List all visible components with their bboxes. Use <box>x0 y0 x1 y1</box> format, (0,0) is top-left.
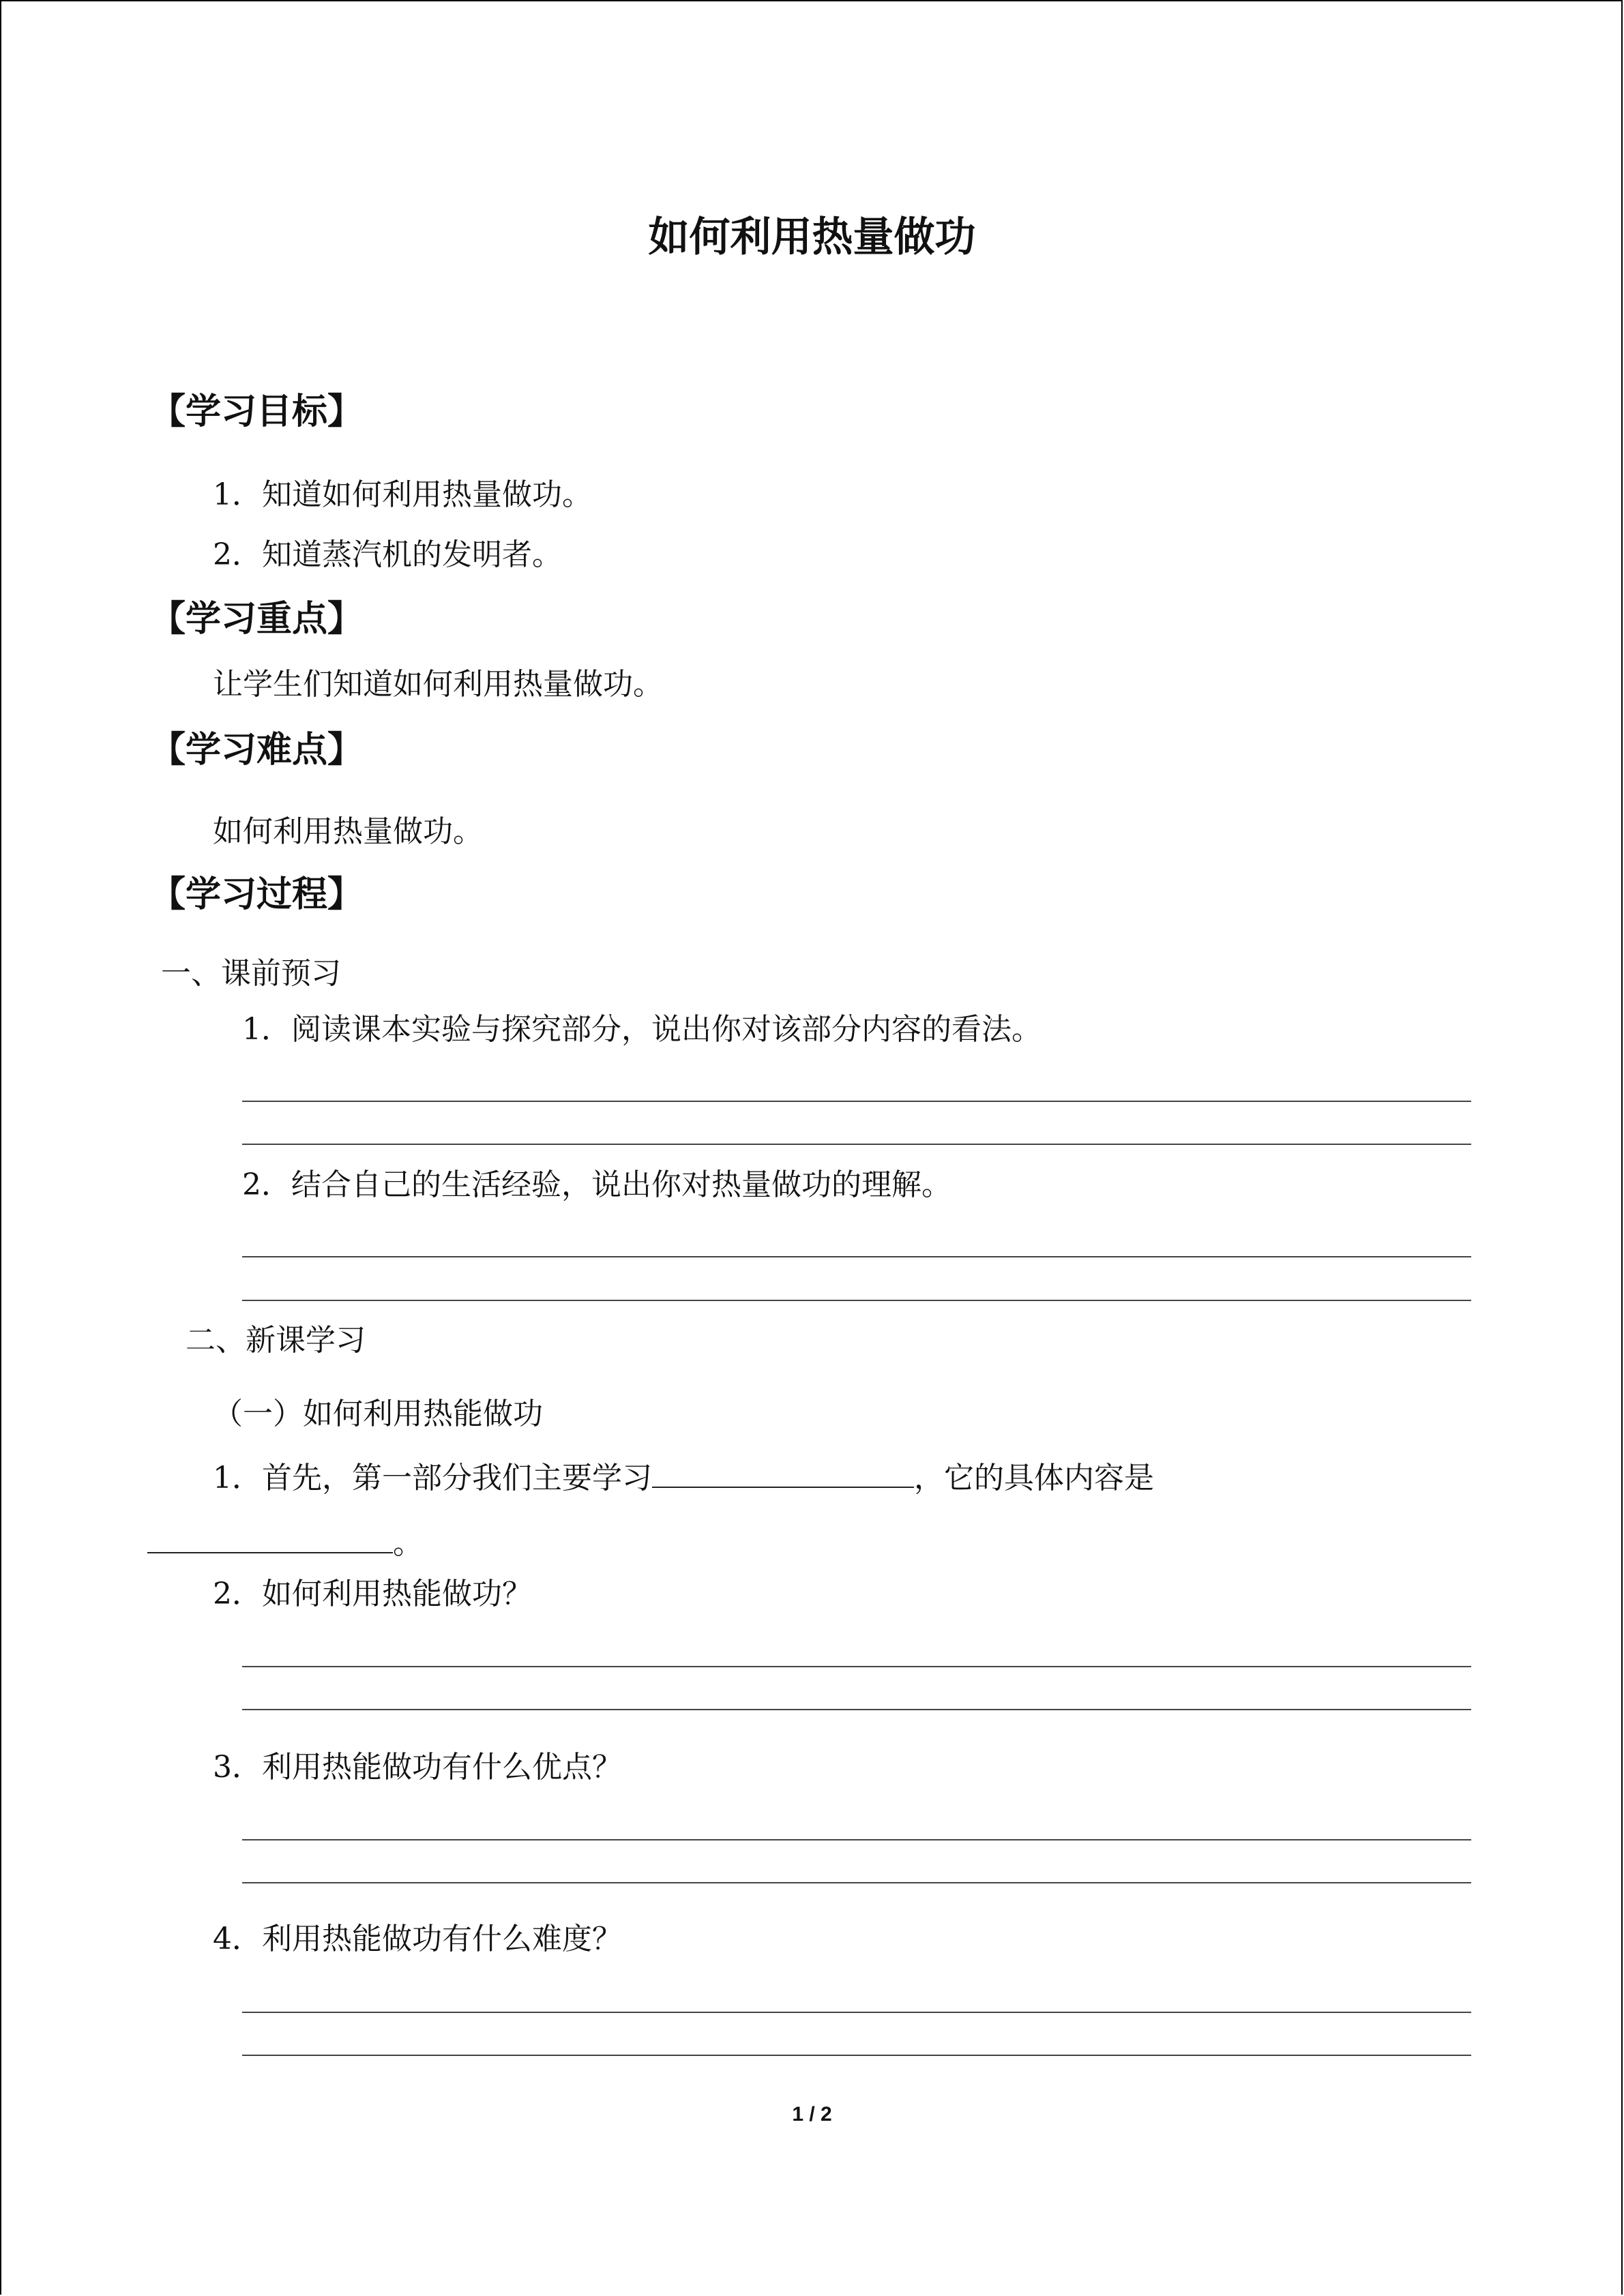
new-lesson-subsection: （一）如何利用热能做功 <box>213 1397 543 1431</box>
new-lesson-question-4: 4．利用热能做功有什么难度？ <box>213 1922 622 1956</box>
answer-line <box>242 1709 1471 1710</box>
preview-question-2: 2．结合自己的生活经验，说出你对热量做功的理解。 <box>242 1167 951 1202</box>
new-lesson-label: 二、新课学习 <box>186 1323 366 1358</box>
new-lesson-question-1-continuation <box>147 1525 423 1559</box>
answer-line <box>242 1839 1471 1840</box>
answer-line <box>242 1144 1471 1145</box>
objectives-heading: 【学习目标】 <box>150 391 364 432</box>
key-points-heading: 【学习重点】 <box>150 599 364 640</box>
fill-blank <box>652 1459 914 1488</box>
question-1-end: 。 <box>393 1526 423 1561</box>
objective-item-2: 2．知道蒸汽机的发明者。 <box>213 537 562 572</box>
answer-line <box>242 2055 1471 2056</box>
new-lesson-question-3: 3．利用热能做功有什么优点？ <box>213 1750 622 1785</box>
document-title: 如何利用热量做功 <box>648 213 976 261</box>
process-heading: 【学习过程】 <box>150 874 364 915</box>
preview-question-1: 1．阅读课本实验与探究部分，说出你对该部分内容的看法。 <box>242 1012 1042 1047</box>
fill-blank <box>147 1525 393 1553</box>
difficulties-heading: 【学习难点】 <box>150 730 364 771</box>
page-number: 1 / 2 <box>792 2103 832 2126</box>
answer-line <box>242 2012 1471 2013</box>
answer-line <box>242 1101 1471 1102</box>
answer-line <box>242 1666 1471 1667</box>
key-points-text: 让学生们知道如何利用热量做功。 <box>213 667 663 702</box>
objective-item-1: 1．知道如何利用热量做功。 <box>213 477 592 512</box>
new-lesson-question-1 <box>213 1459 1154 1493</box>
difficulties-text: 如何利用热量做功。 <box>213 814 483 849</box>
answer-line <box>242 1300 1471 1301</box>
answer-line <box>242 1882 1471 1883</box>
preview-label: 一、课前预习 <box>161 956 341 991</box>
question-1-text-part2: ，它的具体内容是 <box>914 1461 1154 1495</box>
answer-line <box>242 1256 1471 1257</box>
question-1-text-part1: 1．首先，第一部分我们主要学习 <box>213 1461 652 1495</box>
new-lesson-question-2: 2．如何利用热能做功？ <box>213 1577 532 1611</box>
